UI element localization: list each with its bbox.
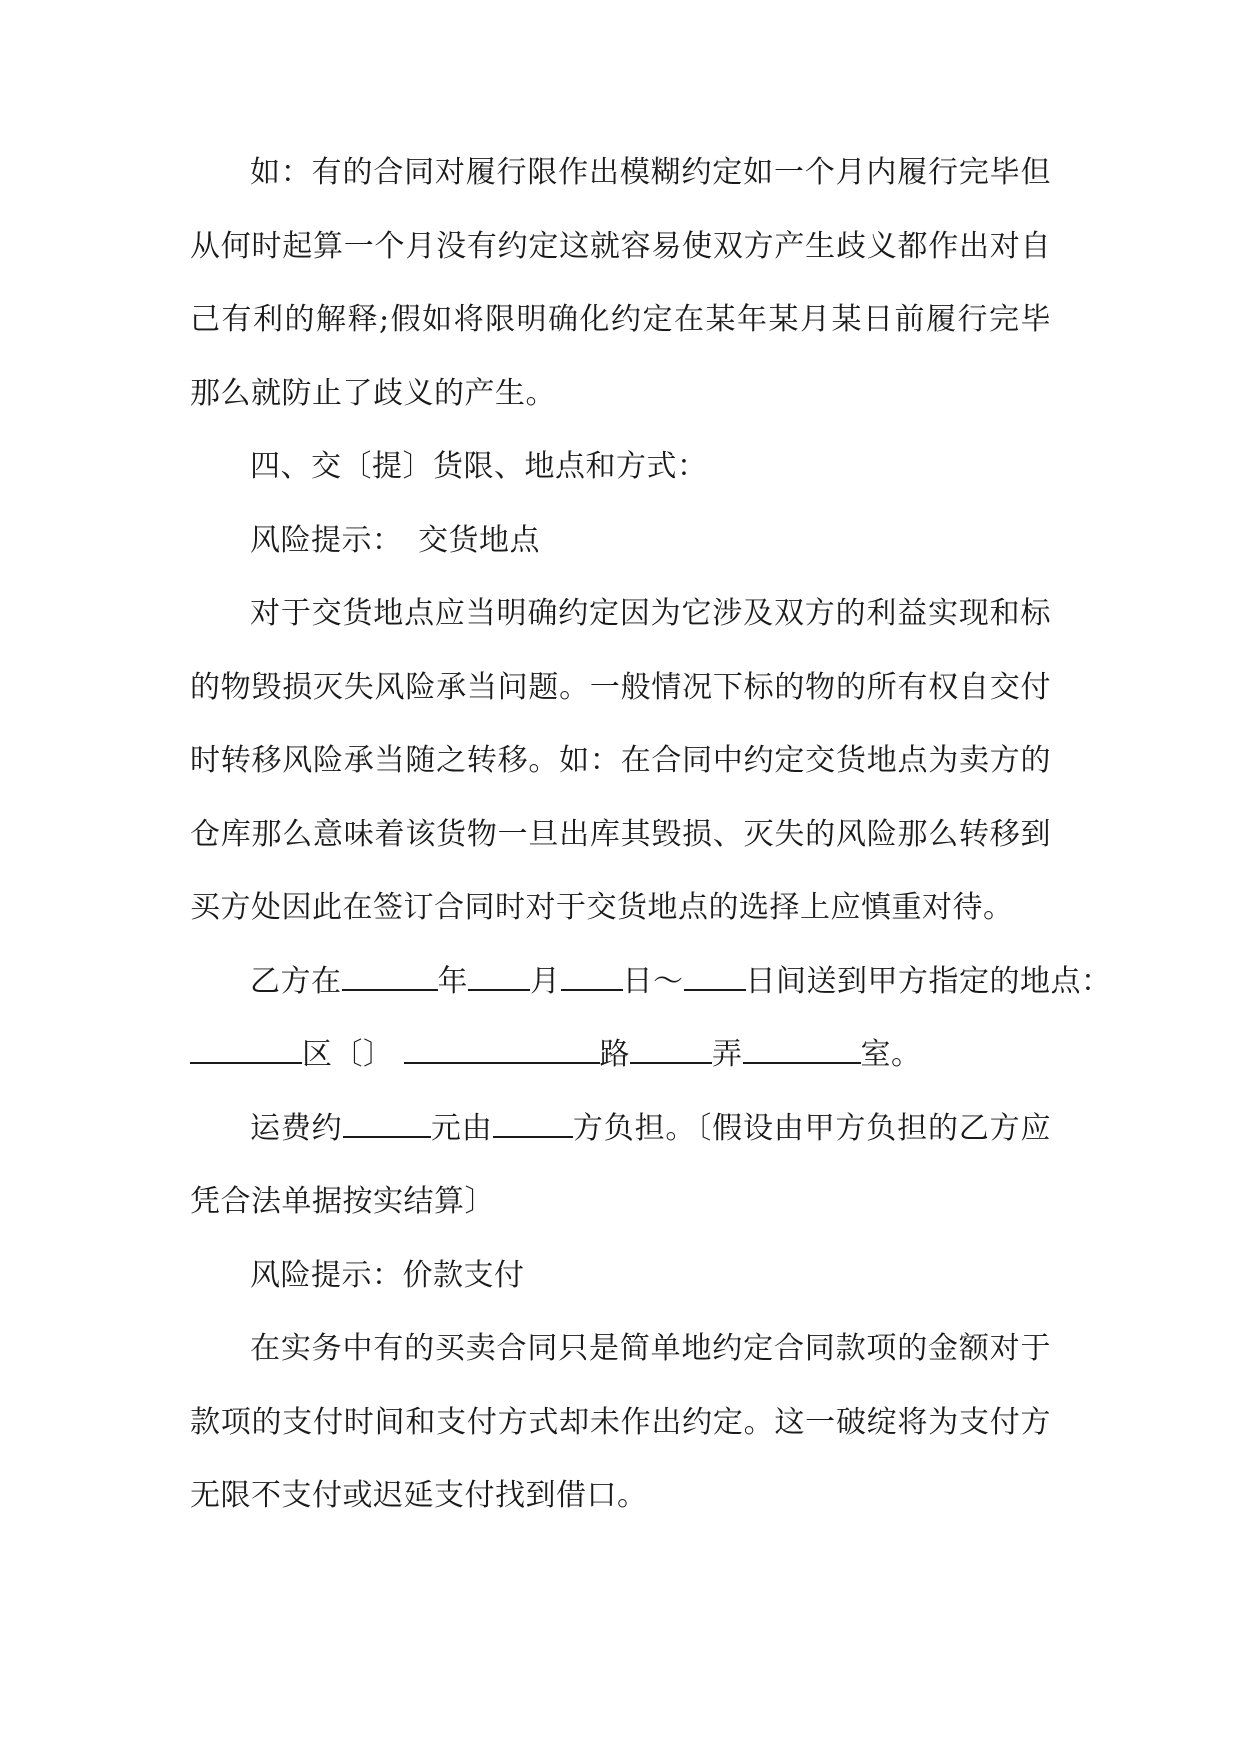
blank-freight-party[interactable] [493,1110,573,1138]
delivery-text-9: 室。 [860,1037,922,1072]
delivery-text-2: 年 [437,963,468,999]
blank-district[interactable] [190,1036,302,1064]
delivery-date-line [190,945,1112,1019]
freight-paragraph [190,1092,1051,1239]
blank-year[interactable] [342,963,438,991]
delivery-text-7: 路 [599,1037,631,1072]
section-heading-delivery: 四、交〔提〕货限、地点和方式： [250,449,708,484]
delivery-text-3: 月 [530,963,561,999]
risk-tip-payment: 风险提示：价款支付 [250,1257,525,1293]
delivery-text-8: 弄 [712,1037,743,1072]
blank-road[interactable] [404,1036,600,1064]
freight-text-1: 运费约 [250,1110,343,1146]
freight-text-2: 元由 [430,1110,493,1146]
delivery-text-6: 区〔〕 [302,1037,394,1072]
blank-month[interactable] [468,963,530,991]
freight-text-3: 方负担。〔假设由甲方负担的乙方应凭合法单据按实结算〕 [190,1110,1052,1219]
blank-day-start[interactable] [561,963,623,991]
risk-tip-delivery-place: 风险提示： 交货地点 [250,522,540,558]
delivery-text-5: 日间送到甲方指定的地点： [745,963,1112,999]
paragraph-delivery-place: 对于交货地点应当明确约定因为它涉及双方的利益实现和标的物毁损灭失风险承当问题。一般情况下标的物的所有权自交付时转移风险承当随之转移。如：在合同中约定交货地点为卖方的仓库那么意味着该货物一旦出库其毁损、灭失的风险那么转移到买方处因此在签订合同时对于交货地点的选择上应慎重对待。 [190,596,1051,925]
blank-freight-amount[interactable] [343,1110,431,1138]
delivery-text-4: 日～ [622,963,684,999]
paragraph-payment: 在实务中有的买卖合同只是简单地约定合同款项的金额对于款项的支付时间和支付方式却未作出约定。这一破绽将为支付方无限不支付或迟延支付找到借口。 [190,1331,1051,1513]
delivery-text-1: 乙方在 [250,963,342,999]
blank-lane[interactable] [630,1036,712,1064]
blank-room[interactable] [743,1036,861,1064]
blank-day-end[interactable] [684,963,746,991]
paragraph-deadline-example: 如：有的合同对履行限作出模糊约定如一个月内履行完毕但从何时起算一个月没有约定这就容易使双方产生歧义都作出对自己有利的解释;假如将限明确化约定在某年某月某日前履行完毕那么就防止了歧义的产生。 [190,155,1051,411]
document-page [190,136,1112,1533]
delivery-address-line [190,1018,1051,1092]
